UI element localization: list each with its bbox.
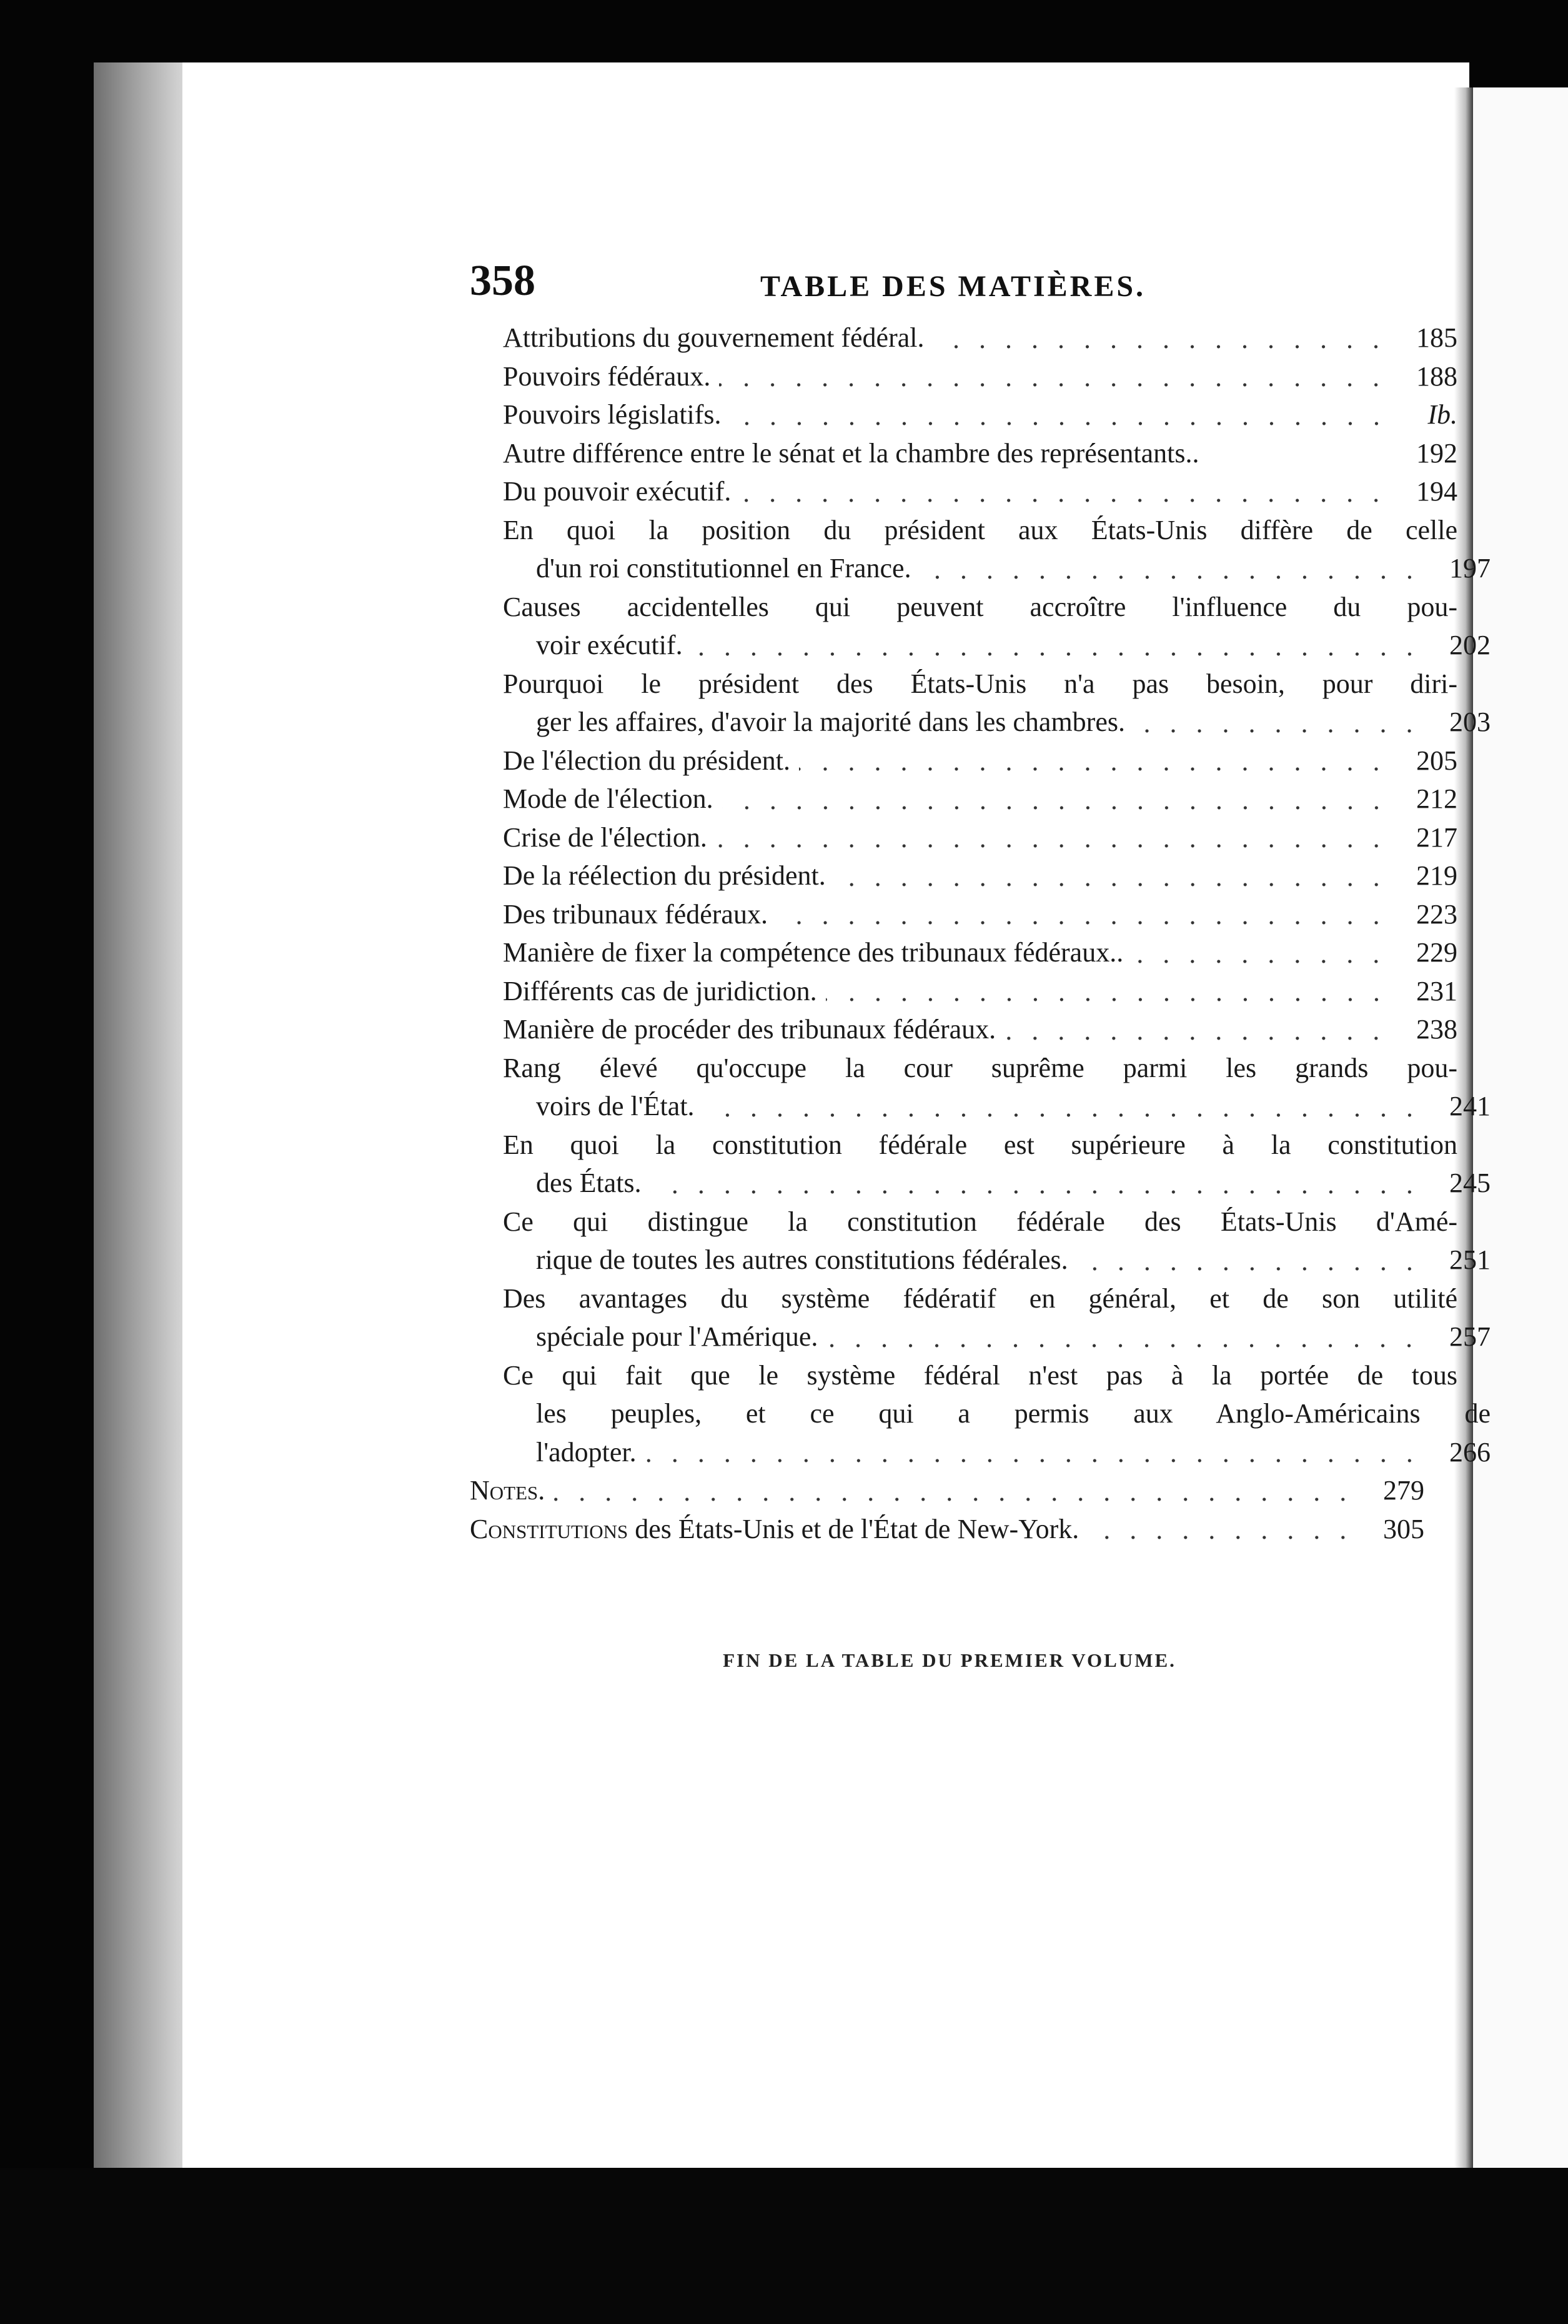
toc-entry-page: 197	[1449, 553, 1491, 583]
toc-entry-page: 194	[1416, 476, 1457, 507]
toc-entry-page: 185	[1416, 322, 1457, 353]
toc-entry-text: des États.	[536, 1168, 642, 1198]
toc-entry-text: Des tribunaux fédéraux.	[503, 898, 768, 930]
leader-dots	[826, 1344, 1422, 1348]
toc-entry	[470, 933, 1457, 972]
toc-entry-text: Autre différence entre le sénat et la chambre des représentants..	[503, 437, 1199, 469]
leader-dots	[1208, 460, 1389, 464]
toc-entry	[470, 895, 1457, 934]
toc-entry	[470, 818, 1457, 857]
toc-entry	[470, 357, 1457, 396]
toc-entry-text: De la réélection du président.	[503, 860, 826, 891]
leader-dots	[1134, 729, 1422, 733]
toc-entry-text: Pouvoirs fédéraux.	[503, 360, 711, 392]
toc-entry-text: Du pouvoir exécutif.	[503, 476, 732, 507]
toc-entry-page: 202	[1449, 630, 1491, 660]
toc-entry	[470, 434, 1457, 473]
leader-dots	[722, 806, 1389, 810]
toc-entry-text-smallcaps: Constitutions	[470, 1513, 628, 1544]
toc-entry-page: 192	[1416, 437, 1457, 469]
toc-entry	[470, 319, 1457, 357]
toc-entry-first-line: Pourquoi le président des États-Unis n'a pas besoin, pour diri-	[503, 668, 1457, 699]
toc-entry	[470, 472, 1457, 511]
toc-entry-text: Manière de fixer la compétence des tribunaux fédéraux..	[503, 937, 1124, 968]
toc-entry-text: Crise de l'élection.	[503, 822, 707, 853]
toc-entry	[470, 1164, 1491, 1203]
toc-entry-text: Mode de l'élection.	[503, 783, 713, 814]
end-of-table-note: FIN DE LA TABLE DU PREMIER VOLUME.	[723, 1649, 1176, 1671]
toc-entry-page: 217	[1416, 822, 1457, 853]
toc-entry	[470, 857, 1457, 895]
running-title: TABLE DES MATIÈRES.	[760, 270, 1146, 303]
toc-entry-page: 203	[1449, 707, 1491, 737]
leader-dots	[1132, 960, 1389, 963]
leader-dots	[826, 998, 1389, 1001]
toc-entry-page: 205	[1416, 745, 1457, 776]
toc-entry-text: voirs de l'État.	[536, 1091, 695, 1121]
toc-entry-text: rique de toutes les autres constitutions fédérales.	[536, 1244, 1068, 1275]
toc-entry-first-line: Des avantages du système fédératif en général, et de son utilité	[503, 1283, 1457, 1314]
toc-entry-text: voir exécutif.	[536, 630, 683, 660]
toc-entry	[470, 780, 1457, 818]
toc-entry-page: 257	[1449, 1321, 1491, 1352]
toc-entry-first-line: En quoi la constitution fédérale est supérieure à la constitution	[503, 1129, 1457, 1160]
toc-entry-text: Notes.	[470, 1475, 545, 1506]
leader-dots	[920, 575, 1422, 579]
toc-entry	[470, 395, 1457, 434]
toc-entry-text: De l'élection du président.	[503, 745, 791, 776]
toc-entry-first-line: Ce qui fait que le système fédéral n'est pas à la portée de tous	[503, 1359, 1457, 1391]
toc-entry-text: d'un roi constitutionnel en France.	[536, 553, 911, 583]
toc-entry-page: 188	[1416, 360, 1457, 392]
toc-entry-first-line: En quoi la position du président aux États-Unis diffère de celle	[503, 514, 1457, 545]
toc-entry	[470, 703, 1491, 742]
toc-entry-second-line: les peuples, et ce qui a permis aux Anglo-Américains de	[536, 1398, 1491, 1429]
toc-entry-page: 245	[1449, 1168, 1491, 1198]
toc-entry-page: 251	[1449, 1244, 1491, 1275]
leader-dots	[1005, 1036, 1389, 1040]
toc-entry-page: 238	[1416, 1014, 1457, 1045]
toc-entry-text: l'adopter.	[536, 1436, 637, 1467]
toc-entry	[470, 1241, 1491, 1279]
toc-entry-page: 212	[1416, 783, 1457, 814]
toc-entry-text: Attributions du gouvernement fédéral.	[503, 322, 925, 353]
toc-entry	[470, 549, 1491, 588]
toc-entry	[470, 1318, 1491, 1356]
toc-entry	[470, 1087, 1491, 1126]
toc-entry-page: 229	[1416, 937, 1457, 968]
toc-entry-page: Ib.	[1427, 399, 1457, 430]
toc-entry-text	[470, 1510, 1079, 1549]
toc-entry-text-rest: des États-Unis et de l'État de New-York.	[628, 1513, 1079, 1544]
page-number: 358	[470, 257, 535, 305]
leader-dots	[799, 767, 1389, 771]
leader-dots	[716, 844, 1389, 848]
leader-dots	[740, 499, 1389, 502]
leader-dots	[719, 383, 1389, 387]
toc-entry-page: 223	[1416, 898, 1457, 930]
toc-entry-text: Pouvoirs législatifs.	[503, 399, 722, 430]
running-header	[470, 259, 1424, 303]
toc-entry	[470, 626, 1491, 665]
toc-entry-page: 219	[1416, 860, 1457, 891]
toc-entry-page: 241	[1449, 1091, 1491, 1121]
toc-entry-first-line: Causes accidentelles qui peuvent accroître l'influence du pou-	[503, 591, 1457, 622]
leader-dots	[645, 1459, 1422, 1462]
leader-dots	[692, 652, 1422, 656]
scan-background	[0, 2168, 1568, 2324]
toc-entry	[470, 972, 1457, 1011]
toc-entry-first-line: Ce qui distingue la constitution fédérale des États-Unis d'Amé-	[503, 1206, 1457, 1237]
toc-entry-page: 266	[1449, 1436, 1491, 1467]
leader-dots	[730, 422, 1389, 425]
toc-entry-constitutions	[470, 1510, 1424, 1549]
leader-dots	[703, 1113, 1422, 1117]
leader-dots	[1077, 1267, 1422, 1271]
leader-dots	[777, 921, 1389, 925]
toc-entry-first-line: Rang élevé qu'occupe la cour suprême parmi les grands pou-	[503, 1052, 1457, 1083]
toc-entry-notes	[470, 1471, 1424, 1510]
facing-page-edge	[1473, 87, 1568, 2187]
leader-dots	[1088, 1536, 1356, 1539]
toc-entry-page: 279	[1383, 1475, 1424, 1506]
toc-entry-text: Différents cas de juridiction.	[503, 975, 817, 1006]
toc-entry-text: spéciale pour l'Amérique.	[536, 1321, 818, 1352]
table-of-contents	[470, 319, 1491, 1548]
toc-entry-page: 305	[1383, 1513, 1424, 1544]
toc-entry-text: ger les affaires, d'avoir la majorité dans les chambres.	[536, 707, 1125, 737]
toc-entry	[470, 1433, 1491, 1472]
toc-entry-text: Manière de procéder des tribunaux fédéraux.	[503, 1014, 996, 1045]
toc-entry	[470, 742, 1457, 780]
leader-dots	[553, 1497, 1356, 1501]
leader-dots	[650, 1190, 1422, 1194]
toc-entry	[470, 1010, 1457, 1049]
leader-dots	[835, 883, 1389, 886]
toc-entry-page: 231	[1416, 975, 1457, 1006]
leader-dots	[933, 345, 1389, 349]
